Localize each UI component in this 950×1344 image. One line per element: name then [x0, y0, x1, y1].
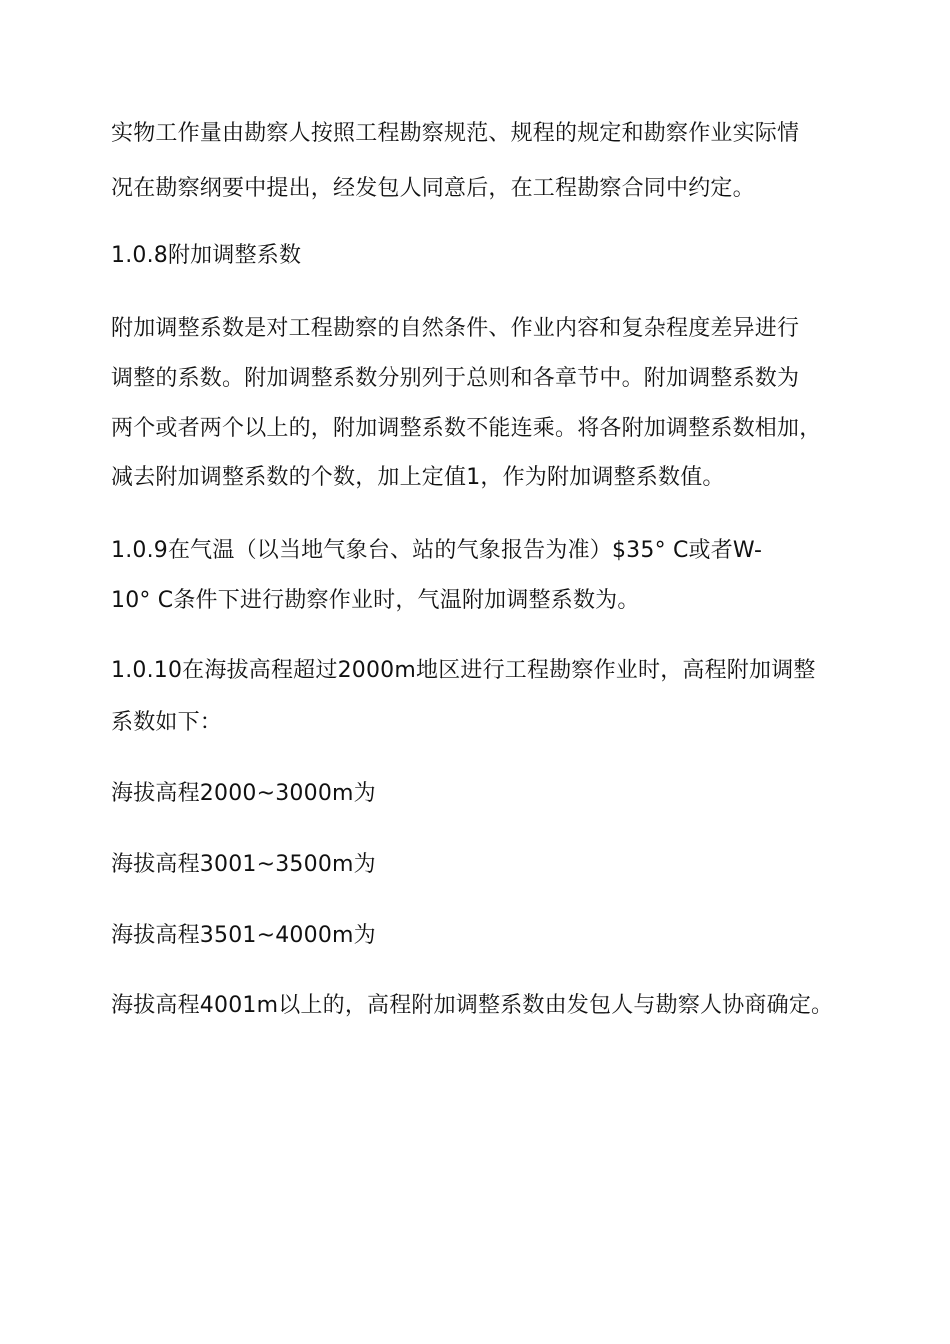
altitude-range-line: 海拔高程4001m以上的，高程附加调整系数由发包人与勘察人协商确定。	[111, 993, 834, 1018]
text-line: 系数如下：	[111, 710, 223, 735]
text-line: 减去附加调整系数的个数，加上定值1，作为附加调整系数值。	[111, 465, 725, 490]
text-line: 附加调整系数是对工程勘察的自然条件、作业内容和复杂程度差异进行	[111, 316, 800, 341]
altitude-range-line: 海拔高程2000~3000m为	[111, 781, 376, 806]
section-1-0-9-line: 1.0.9在气温（以当地气象台、站的气象报告为准）$35° C或者W-	[111, 538, 763, 563]
altitude-range-line: 海拔高程3501~4000m为	[111, 923, 376, 948]
section-1-0-10-line: 1.0.10在海拔高程超过2000m地区进行工程勘察作业时，高程附加调整	[111, 658, 816, 683]
text-line: 调整的系数。附加调整系数分别列于总则和各章节中。附加调整系数为	[111, 366, 800, 391]
section-heading-1-0-8: 1.0.8附加调整系数	[111, 243, 302, 268]
text-line: 况在勘察纲要中提出，经发包人同意后，在工程勘察合同中约定。	[111, 176, 755, 201]
text-line: 两个或者两个以上的，附加调整系数不能连乘。将各附加调整系数相加，	[111, 416, 822, 441]
text-line: 实物工作量由勘察人按照工程勘察规范、规程的规定和勘察作业实际情	[111, 121, 800, 146]
altitude-range-line: 海拔高程3001~3500m为	[111, 852, 376, 877]
text-line: 10° C条件下进行勘察作业时，气温附加调整系数为。	[111, 588, 640, 613]
